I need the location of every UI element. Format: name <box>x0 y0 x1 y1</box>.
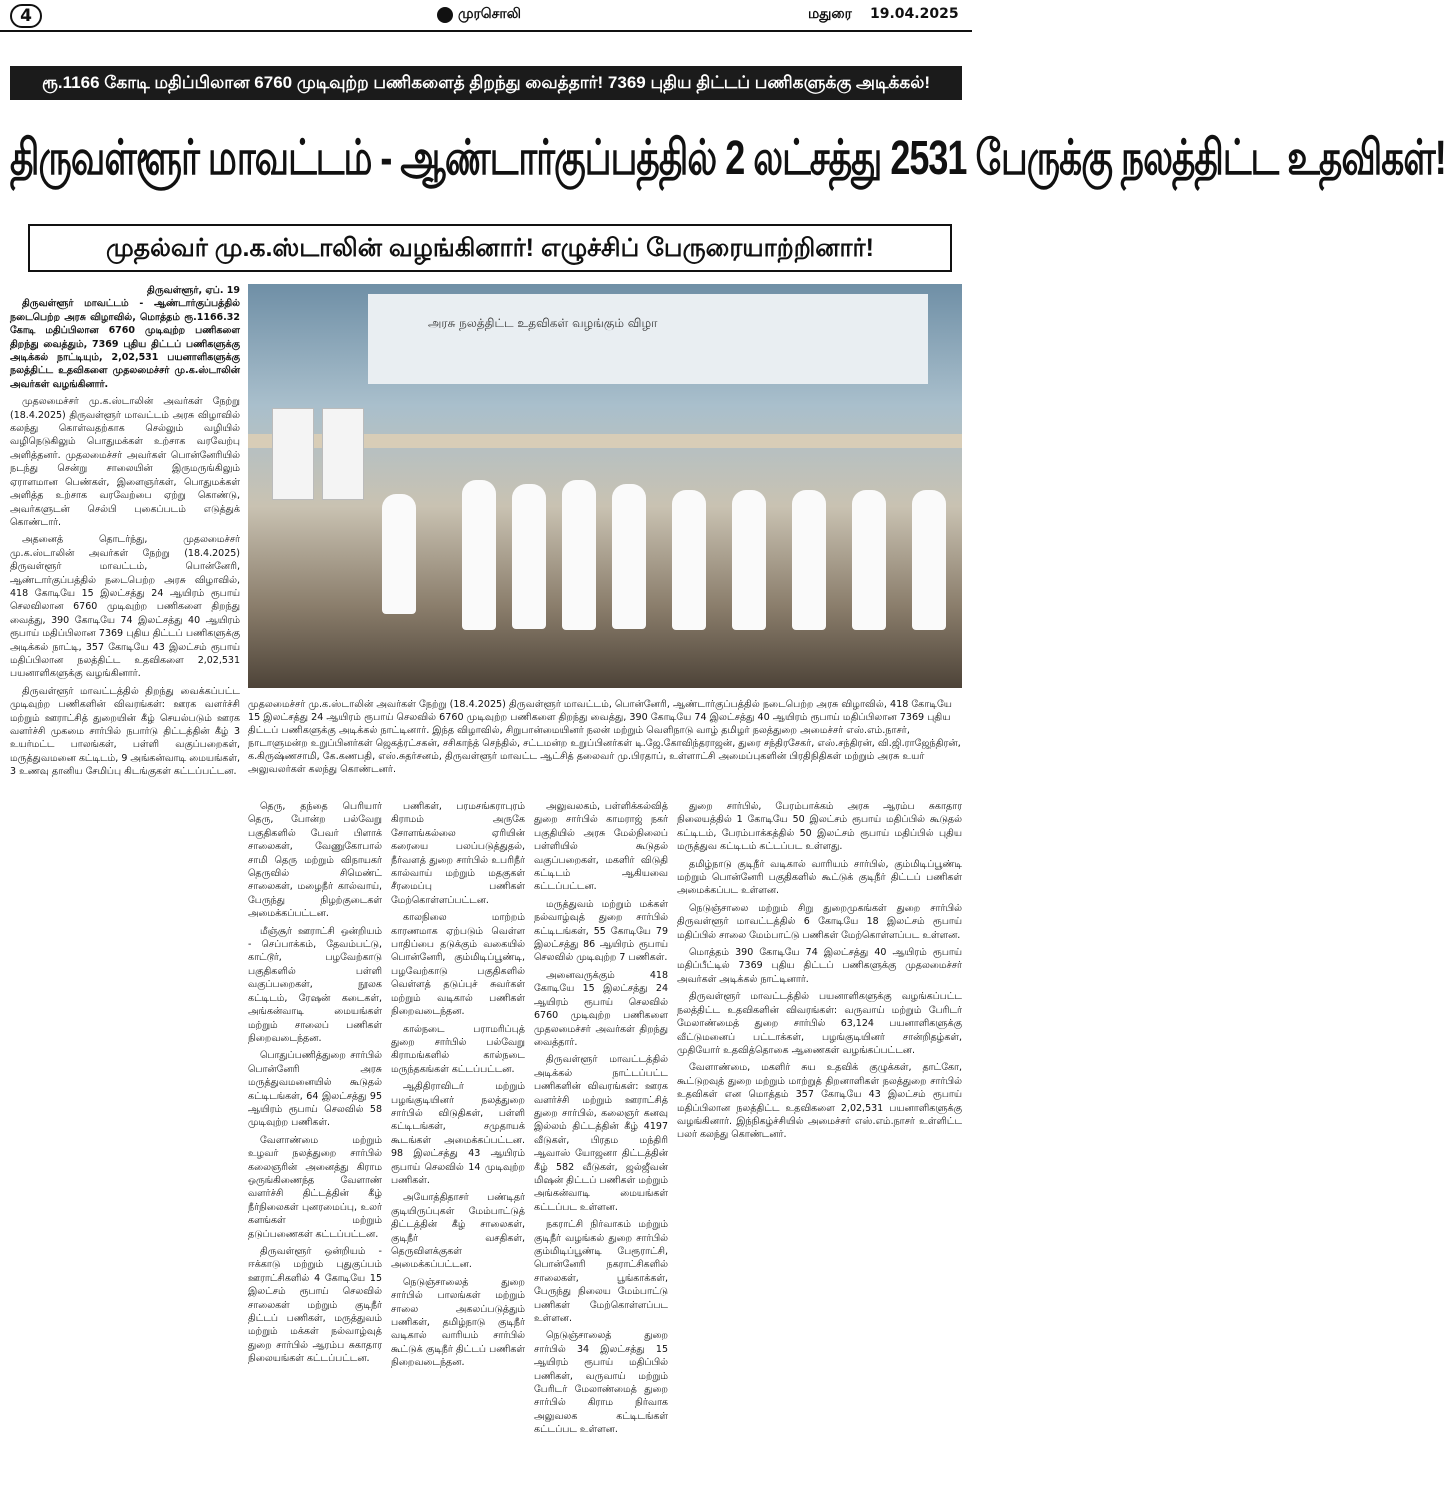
edition-city: மதுரை <box>808 6 852 22</box>
article-column-3 <box>391 800 525 1490</box>
person-figure <box>462 480 496 630</box>
paragraph: ஆதிதிராவிடர் மற்றும் பழங்குடியினர் நலத்துறை சார்பில் விடுதிகள், பள்ளி கட்டிடங்கள், சமுதாயக் கூடங்கள் அமைக்கப்பட்டன. 98 இலட்சத்து 43 ஆயிரம் ரூபாய் செலவில் 14 முடிவுற்ற பணிகள். <box>391 1081 525 1186</box>
paragraph: திருவள்ளூர் மாவட்டத்தில் திறந்து வைக்கப்பட்ட முடிவுற்ற பணிகளின் விவரங்கள்: ஊரக வளர்ச்சி மற்றும் ஊராட்சித் துறையின் கீழ் செயல்படும் ஊரக வளர்ச்சி முகமை சார்பில் நபார்டு திட்டத்தின் கீழ் 3 உயர்மட்ட பாலங்கள், பள்ளி வகுப்பறைகள், மருத்துவமனை கட்டிடம், 9 அங்கன்வாடி மையங்கள், 3 உணவு தானிய சேமிப்பு கிடங்குகள் கட்டப்பட்டன. <box>10 685 240 778</box>
person-figure <box>852 490 886 630</box>
paragraph: மருத்துவம் மற்றும் மக்கள் நல்வாழ்வுத் துறை சார்பில் கட்டிடங்கள், 55 கோடியே 79 இலட்சத்து 86 ஆயிரம் ரூபாய் செலவில் முடிவுற்ற 7 பணிகள். <box>534 898 668 964</box>
paper-name: முரசொலி <box>458 6 521 22</box>
main-headline: திருவள்ளூர் மாவட்டம் - ஆண்டார்குப்பத்தில் 2 லட்சத்து 2531 பேருக்கு நலத்திட்ட உதவிகள்! <box>10 129 1446 185</box>
display-stand <box>322 408 364 500</box>
person-figure <box>382 494 416 614</box>
paragraph: மொத்தம் 390 கோடியே 74 இலட்சத்து 40 ஆயிரம் ரூபாய் மதிப்பீட்டில் 7369 புதிய திட்டப் பணிகளுக்கு முதலமைச்சர் அவர்கள் அடிக்கல் நாட்டினார். <box>677 947 962 985</box>
person-figure <box>672 490 706 630</box>
lead-paragraph: திருவள்ளூர் மாவட்டம் - ஆண்டார்குப்பத்தில் நடைபெற்ற அரசு விழாவில், மொத்தம் ரூ.1166.32 கோடி மதிப்பிலான 6760 முடிவுற்ற பணிகளை திறந்து வைத்தும், 7369 புதிய திட்டப் பணிகளுக்கு அடிக்கல் நாட்டியும், 2,02,531 பயனாளிகளுக்கு நலத்திட்ட உதவிகளை முதலமைச்சர் மு.க.ஸ்டாலின் அவர்கள் வழங்கினார். <box>10 298 240 390</box>
paragraph: முதலமைச்சர் மு.க.ஸ்டாலின் அவர்கள் நேற்று (18.4.2025) திருவள்ளூர் மாவட்டம் அரசு விழாவில் கலந்து கொள்வதற்காக செல்லும் வழியில் வழிநெடுகிலும் பொதுமக்கள் உற்சாக வரவேற்பு அளித்தனர். முதலமைச்சர் அவர்கள் பொன்னேரியில் நடந்து சென்று சாலையின் இருமருங்கிலும் ஏராளமான பெண்கள், இளைஞர்கள், பொதுமக்கள் அளித்த உற்சாக வரவேற்பை ஏற்று கொண்டு, அவர்களுடன் செல்பி புகைப்படம் எடுத்துக் கொண்டார். <box>10 396 240 528</box>
photo-caption: முதலமைச்சர் மு.க.ஸ்டாலின் அவர்கள் நேற்று (18.4.2025) திருவள்ளூர் மாவட்டம், பொன்னேரி, ஆண்டார்குப்பத்தில் நடைபெற்ற அரசு விழாவில், 418 கோடியே 15 இலட்சத்து 24 ஆயிரம் ரூபாய் செலவில் 6760 முடிவுற்ற பணிகளை திறந்து வைத்து, 390 கோடியே 74 இலட்சத்து 40 ஆயிரம் ரூபாய் மதிப்பிலான 7369 புதிய திட்டப் பணிகளுக்கு அடிக்கல் நாட்டினார். இந்த விழாவில், சிறுபான்மையினர் நலன் மற்றும் வெளிநாடு வாழ் தமிழர் நலத்துறை அமைச்சர் எஸ்.எம்.நாசர், நாடாளுமன்ற உறுப்பினர்கள் ஜெகத்ரட்சகன், சசிகாந்த் செந்தில், சட்டமன்ற உறுப்பினர்கள் டி.ஜே.கோவிந்தராஜன், துரை சந்திரசேகர், எஸ்.சந்திரன், வி.ஜி.ராஜேந்திரன், க.கிருஷ்ணசாமி, கே.கணபதி, எஸ்.சுதர்சனம், திருவள்ளூர் மாவட்ட ஆட்சித் தலைவர் மு.பிரதாப், உள்ளாட்சி அமைப்புகளின் பிரதிநிதிகள் மற்றும் அரசு உயர் அலுவலர்கள் கலந்து கொண்டனர். <box>248 699 961 775</box>
paragraph: திருவள்ளூர் ஒன்றியம் - ஈக்காடு மற்றும் புதுகுப்பம் ஊராட்சிகளில் 4 கோடியே 15 இலட்சம் ரூபாய் செலவில் சாலைகள் மற்றும் குடிநீர் திட்டப் பணிகள், மருத்துவம் மற்றும் மக்கள் நல்வாழ்வுத் துறை சார்பில் ஆரம்ப சுகாதார நிலையங்கள் கட்டப்பட்டன. <box>248 1246 382 1365</box>
paragraph: மீஞ்சூர் ஊராட்சி ஒன்றியம் - செப்பாக்கம், தேவம்பட்டு, காட்டூர், பழவேற்காடு பகுதிகளில் பள்ளி வகுப்பறைகள், நூலக கட்டிடம், ரேஷன் கடைகள், அங்கன்வாடி மையங்கள் மற்றும் சாலைப் பணிகள் நிறைவடைந்தன. <box>248 925 382 1044</box>
paragraph: திருவள்ளூர் மாவட்டத்தில் அடிக்கல் நாட்டப்பட்ட பணிகளின் விவரங்கள்: ஊரக வளர்ச்சி மற்றும் ஊராட்சித் துறை சார்பில், கலைஞர் கனவு இல்லம் திட்டத்தின் கீழ் 4197 வீடுகள், பிரதம மந்திரி ஆவாஸ் யோஜனா திட்டத்தின் கீழ் 582 வீடுகள், ஜல்ஜீவன் மிஷன் திட்டப் பணிகள் மற்றும் அங்கன்வாடி மையங்கள் கட்டப்பட உள்ளன. <box>534 1054 668 1213</box>
person-figure <box>612 484 646 629</box>
paragraph: வேளாண்மை மற்றும் உழவர் நலத்துறை சார்பில் கலைஞரின் அனைத்து கிராம ஒருங்கிணைந்த வேளாண் வளர்ச்சி திட்டத்தின் கீழ் நீர்நிலைகள் புனரமைப்பு, உலர் களங்கள் மற்றும் தடுப்பணைகள் கட்டப்பட்டன. <box>248 1134 382 1240</box>
event-photo <box>248 284 962 688</box>
paragraph: துறை சார்பில், பேரம்பாக்கம் அரசு ஆரம்ப சுகாதார நிலையத்தில் 1 கோடியே 50 இலட்சம் ரூபாய் மதிப்பில் கூடுதல் கட்டிடம், பேரம்பாக்கத்தில் 50 இலட்சம் ரூபாய் மதிப்பில் புதிய மருத்துவ கட்டிடம் கட்டப்பட உள்ளது. <box>677 801 962 853</box>
person-figure <box>512 484 546 629</box>
article-column-2 <box>248 800 382 1490</box>
paragraph: பணிகள், பரமசங்கராபுரம் கிராமம் அருகே சோளங்கல்லை ஏரியின் கரையை பலப்படுத்துதல், நீர்வளத் துறை சார்பில் உபரிநீர் கால்வாய் மற்றும் மதகுகள் சீரமைப்பு பணிகள் மேற்கொள்ளப்பட்டன. <box>391 801 525 906</box>
masthead <box>0 0 972 32</box>
person-figure <box>912 490 946 630</box>
dateline: திருவள்ளூர், ஏப். 19 <box>147 285 240 296</box>
paragraph: நெடுஞ்சாலை மற்றும் சிறு துறைமுகங்கள் துறை சார்பில் திருவள்ளூர் மாவட்டத்தில் 6 கோடியே 18 இலட்சம் ரூபாய் மதிப்பில் சாலை மேம்பாட்டு பணிகள் மேற்கொள்ளப்பட உள்ளன. <box>677 902 962 941</box>
paragraph: நெடுஞ்சாலைத் துறை சார்பில் பாலங்கள் மற்றும் சாலை அகலப்படுத்தும் பணிகள், தமிழ்நாடு குடிநீர் வடிகால் வாரியம் சார்பில் கூட்டுக் குடிநீர் திட்டப் பணிகள் நிறைவடைந்தன. <box>391 1276 525 1369</box>
paragraph: அலுவலகம், பள்ளிக்கல்வித் துறை சார்பில் காமராஜ் நகர் பகுதியில் அரசு மேல்நிலைப் பள்ளியில் கூடுதல் வகுப்பறைகள், மகளிர் விடுதி கட்டிடம் ஆகியவை கட்டப்பட்டன. <box>534 801 668 893</box>
paragraph: பொதுப்பணித்துறை சார்பில் பொன்னேரி அரசு மருத்துவமனையில் கூடுதல் கட்டிடங்கள், 64 இலட்சத்து 95 ஆயிரம் ரூபாய் செலவில் 58 முடிவுற்ற பணிகள். <box>248 1050 382 1129</box>
paragraph: நகராட்சி நிர்வாகம் மற்றும் குடிநீர் வழங்கல் துறை சார்பில் கும்மிடிப்பூண்டி பேரூராட்சி, பொன்னேரி நகராட்சிகளில் சாலைகள், பூங்காக்கள், பேருந்து நிலைய மேம்பாட்டு பணிகள் மேற்கொள்ளப்பட உள்ளன. <box>534 1219 668 1325</box>
sub-headline: முதல்வர் மு.க.ஸ்டாலின் வழங்கினார்! எழுச்சிப் பேருரையாற்றினார்! <box>28 224 952 272</box>
person-figure <box>562 480 596 630</box>
person-figure <box>732 490 766 630</box>
stage-banner <box>368 294 928 384</box>
page-number: 4 <box>10 4 42 28</box>
paragraph: தெரு, தந்தை பெரியார் தெரு, போன்ற பல்வேறு பகுதிகளில் பேவர் பிளாக் சாலைகள், வேணுகோபால் சாமி தெரு மற்றும் விநாயகர் தெருவில் சிமெண்ட் சாலைகள், மழைநீர் கால்வாய், பேருந்து நிழற்குடைகள் அமைக்கப்பட்டன. <box>248 801 382 920</box>
article-column-5 <box>677 800 962 1490</box>
article-column-1 <box>10 284 240 1490</box>
paragraph: அயோத்திதாசர் பண்டிதர் குடியிருப்புகள் மேம்பாட்டுத் திட்டத்தின் கீழ் சாலைகள், குடிநீர் வசதிகள், தெருவிளக்குகள் அமைக்கப்பட்டன. <box>391 1192 525 1271</box>
person-figure <box>792 490 826 630</box>
paragraph: அனைவருக்கும் 418 கோடியே 15 இலட்சத்து 24 ஆயிரம் ரூபாய் செலவில் 6760 முடிவுற்ற பணிகளை முதலமைச்சர் அவர்கள் திறந்து வைத்தார். <box>534 969 668 1048</box>
paragraph: காலநிலை மாற்றம் காரணமாக ஏற்படும் வெள்ள பாதிப்பை தடுக்கும் வகையில் பொன்னேரி, கும்மிடிப்பூண்டி, பழவேற்காடு பகுதிகளில் வெள்ளத் தடுப்புச் சுவர்கள் மற்றும் வடிகால் பணிகள் நிறைவடைந்தன. <box>391 912 525 1018</box>
paragraph: அதனைத் தொடர்ந்து, முதலமைச்சர் மு.க.ஸ்டாலின் அவர்கள் நேற்று (18.4.2025) திருவள்ளூர் மாவட்டம், பொன்னேரி, ஆண்டார்குப்பத்தில் நடைபெற்ற அரசு விழாவில், 418 கோடியே 15 இலட்சத்து 24 ஆயிரம் ரூபாய் செலவிலான 6760 முடிவுற்ற பணிகளை திறந்து வைத்து, 390 கோடியே 74 இலட்சத்து 40 ஆயிரம் ரூபாய் மதிப்பிலான 7369 புதிய திட்டப் பணிகளுக்கு அடிக்கல் நாட்டி, 357 கோடியே 43 இலட்சம் ரூபாய் மதிப்பிலான நலத்திட்ட உதவிகளை 2,02,531 பயனாளிகளுக்கு வழங்கினார். <box>10 534 240 680</box>
stage-banner-text: அரசு நலத்திட்ட உதவிகள் வழங்கும் விழா <box>428 316 658 330</box>
paragraph: கால்நடை பராமரிப்புத் துறை சார்பில் பல்வேறு கிராமங்களில் கால்நடை மருந்தகங்கள் கட்டப்பட்டன. <box>391 1023 525 1075</box>
issue-date: 19.04.2025 <box>870 6 959 22</box>
paragraph: நெடுஞ்சாலைத் துறை சார்பில் 34 இலட்சத்து 15 ஆயிரம் ரூபாய் மதிப்பில் பணிகள், வருவாய் மற்றும் பேரிடர் மேலாண்மைத் துறை சார்பில் கிராம நிர்வாக அலுவலக கட்டிடங்கள் கட்டப்பட உள்ளன. <box>534 1330 668 1436</box>
article-column-4 <box>534 800 668 1490</box>
sun-logo-icon <box>437 7 453 23</box>
paragraph: தமிழ்நாடு குடிநீர் வடிகால் வாரியம் சார்பில், கும்மிடிப்பூண்டி மற்றும் பொன்னேரி பகுதிகளில் கூட்டுக் குடிநீர் திட்டப் பணிகள் அமைக்கப்பட உள்ளன. <box>677 858 962 897</box>
paragraph: திருவள்ளூர் மாவட்டத்தில் பயனாளிகளுக்கு வழங்கப்பட்ட நலத்திட்ட உதவிகளின் விவரங்கள்: வருவாய் மற்றும் பேரிடர் மேலாண்மைத் துறை சார்பில் 63,124 பயனாளிகளுக்கு வீட்டுமனைப் பட்டாக்கள், பழங்குடியினர் சான்றிதழ்கள், முதியோர் உதவித்தொகை ஆணைகள் வழங்கப்பட்டன. <box>677 991 962 1056</box>
display-stand <box>272 408 314 500</box>
band-headline: ரூ.1166 கோடி மதிப்பிலான 6760 முடிவுற்ற பணிகளைத் திறந்து வைத்தார்! 7369 புதிய திட்டப் பணிகளுக்கு அடிக்கல்! <box>10 66 962 100</box>
paragraph: வேளாண்மை, மகளிர் சுய உதவிக் குழுக்கள், தாட்கோ, கூட்டுறவுத் துறை மற்றும் மாற்றுத் திறனாளிகள் நலத்துறை சார்பில் உதவிகள் என மொத்தம் 357 கோடியே 43 இலட்சம் ரூபாய் மதிப்பிலான நலத்திட்ட உதவிகளை 2,02,531 பயனாளிகளுக்கு வழங்கினார். இந்நிகழ்ச்சியில் அமைச்சர் எஸ்.எம்.நாசர் உள்ளிட்ட பலர் கலந்து கொண்டனர். <box>677 1062 962 1141</box>
